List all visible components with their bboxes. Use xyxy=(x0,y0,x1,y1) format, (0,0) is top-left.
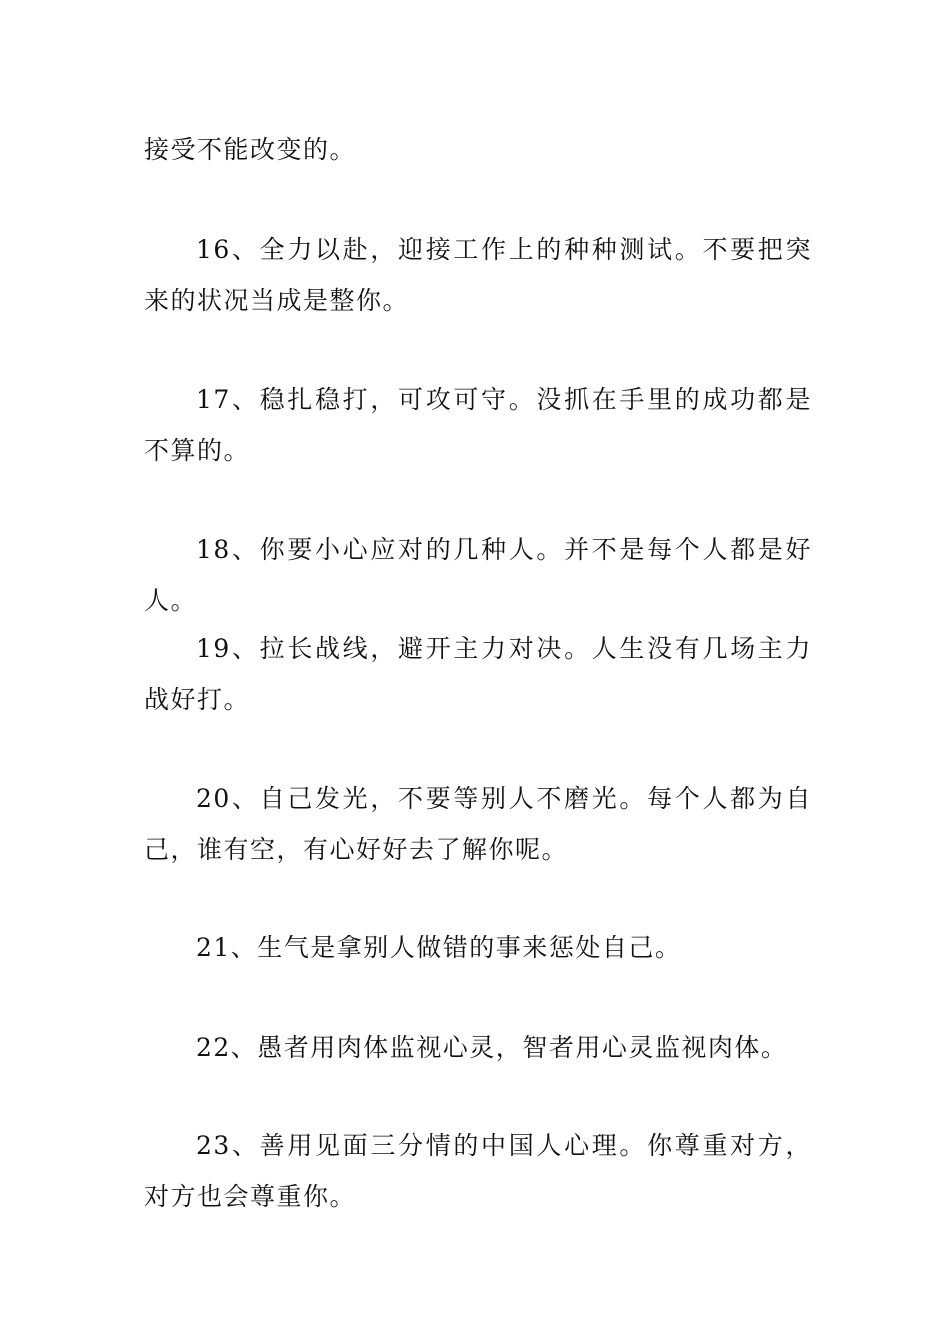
paragraph-23: 23、善用见面三分情的中国人心理。你尊重对方，对方也会尊重你。 xyxy=(144,1131,812,1211)
paragraph-22: 22、愚者用肉体监视心灵，智者用心灵监视肉体。 xyxy=(196,1033,788,1062)
paragraph-21: 21、生气是拿别人做错的事来惩处自己。 xyxy=(196,933,682,962)
paragraph-16: 16、全力以赴，迎接工作上的种种测试。不要把突来的状况当成是整你。 xyxy=(144,235,812,315)
paragraph-continuation: 接受不能改变的。 xyxy=(144,135,357,164)
paragraph-19: 19、拉长战线，避开主力对决。人生没有几场主力战好打。 xyxy=(144,634,812,714)
paragraph-18: 18、你要小心应对的几种人。并不是每个人都是好人。 xyxy=(144,535,812,615)
paragraph-17: 17、稳扎稳打，可攻可守。没抓在手里的成功都是不算的。 xyxy=(144,385,812,465)
paragraph-20: 20、自己发光，不要等别人不磨光。每个人都为自己，谁有空，有心好好去了解你呢。 xyxy=(144,784,812,864)
